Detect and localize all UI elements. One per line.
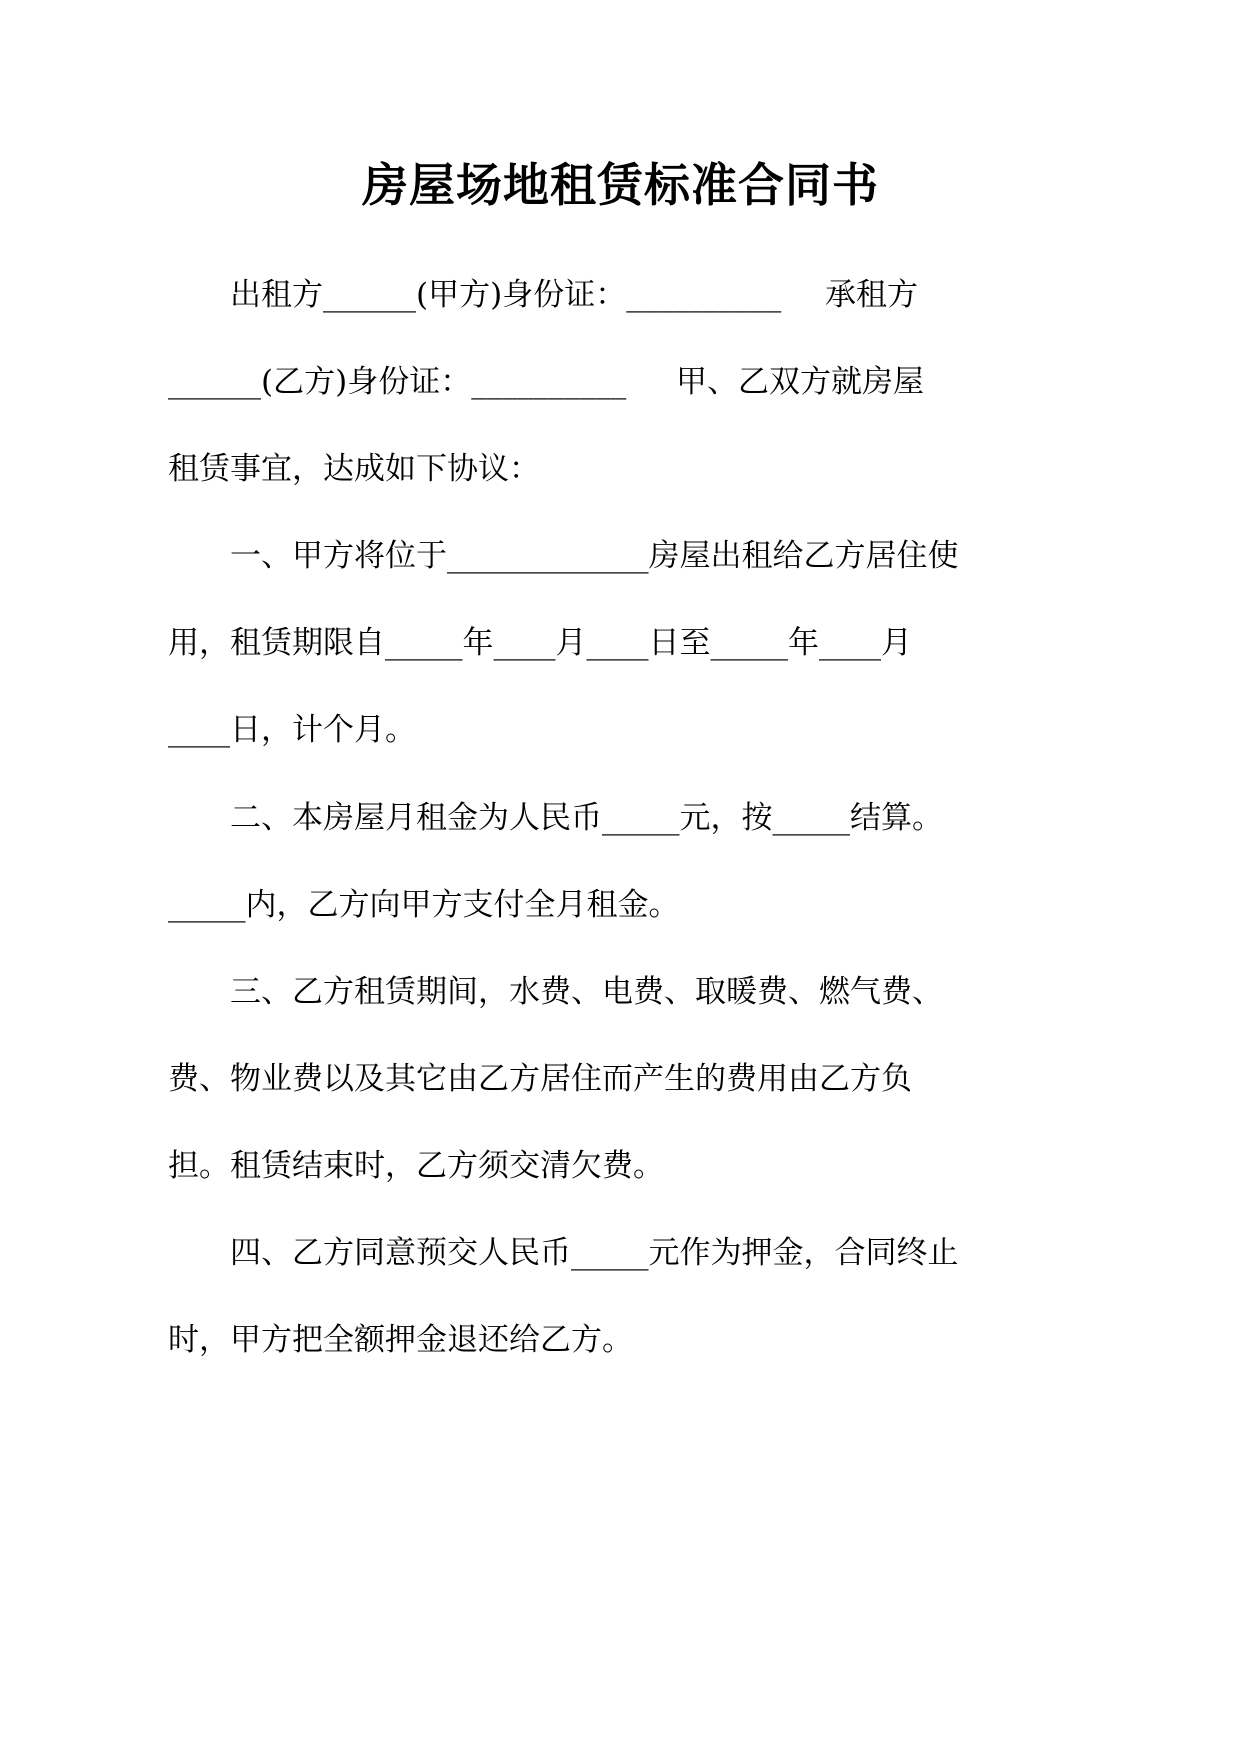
line-text: 二、本房屋月租金为人民币_____元，按_____结算。 (230, 800, 943, 836)
paragraph-line (0, 526, 1241, 586)
paragraph-line (0, 700, 1241, 760)
paragraph-line (0, 1223, 1241, 1283)
line-text: 用，租赁期限自_____年____月____日至_____年____月 (168, 625, 912, 661)
paragraph-line (0, 265, 1241, 325)
line-text: 一、甲方将位于_____________房屋出租给乙方居住使 (230, 538, 959, 574)
document-title: 房屋场地租赁标准合同书 (362, 158, 879, 212)
paragraph-line (0, 788, 1241, 848)
line-text-right: 承租方 (825, 277, 918, 313)
paragraph-line (0, 875, 1241, 935)
line-text: 三、乙方租赁期间，水费、电费、取暖费、燃气费、 (230, 974, 943, 1010)
line-text: 租赁事宜，达成如下协议： (168, 451, 540, 487)
line-text: ____日，计个月。 (168, 712, 416, 748)
line-text: ______(乙方)身份证：__________ (168, 364, 627, 400)
line-text: 时，甲方把全额押金退还给乙方。 (168, 1322, 633, 1358)
paragraph-line (0, 439, 1241, 499)
paragraph-line (0, 1049, 1241, 1109)
line-text: 出租方______(甲方)身份证：__________ (230, 277, 782, 313)
paragraph-line (0, 1136, 1241, 1196)
line-text-right: 甲、乙双方就房屋 (676, 364, 924, 400)
paragraph-line (0, 613, 1241, 673)
paragraph-line (0, 1310, 1241, 1370)
line-text: 担。租赁结束时，乙方须交清欠费。 (168, 1148, 664, 1184)
line-text: 四、乙方同意预交人民币_____元作为押金，合同终止 (230, 1235, 959, 1271)
line-text: 费、物业费以及其它由乙方居住而产生的费用由乙方负 (168, 1061, 912, 1097)
paragraph-line (0, 962, 1241, 1022)
line-text: _____内，乙方向甲方支付全月租金。 (168, 887, 680, 923)
paragraph-line (0, 352, 1241, 412)
